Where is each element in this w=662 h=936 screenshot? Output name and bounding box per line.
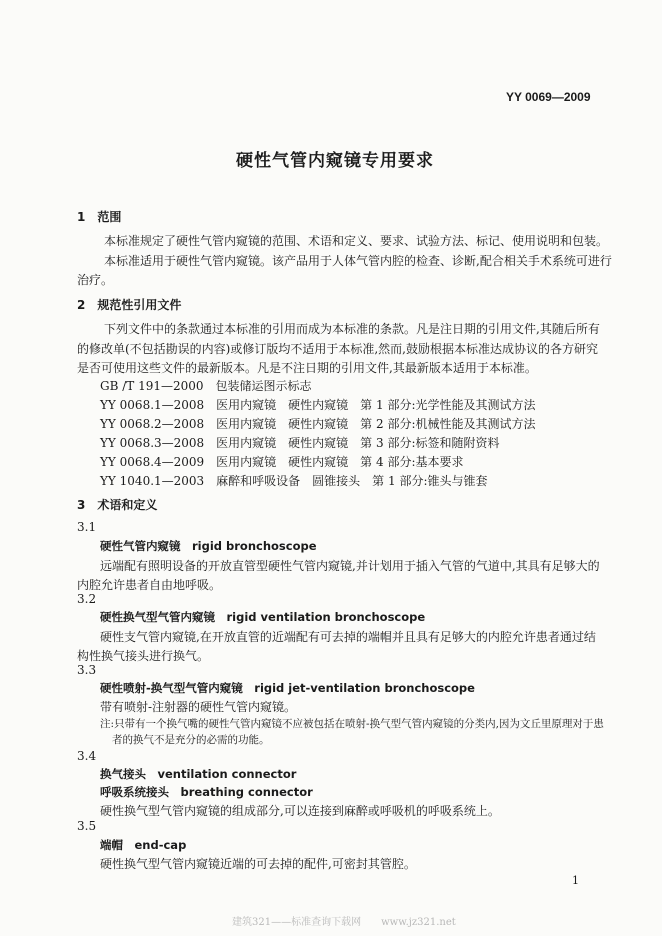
document-title: 硬性气管内窥镜专用要求 [236,151,434,171]
term-number: 3.4 [77,749,97,763]
paragraph: 是否可使用这些文件的最新版本。凡是不注日期的引用文件,其最新版本适用于本标准。 [77,361,537,375]
term-name: 硬性气管内窥镜 rigid bronchoscope [100,539,317,553]
term-number: 3.1 [77,520,97,534]
term-definition: 带有喷射-注射器的硬性气管内窥镜。 [100,700,297,714]
term-note: 注:只带有一个换气嘴的硬性气管内窥镜不应被包括在喷射-换气型气管内窥镜的分类内,因为文丘里原理对于患 [100,718,604,730]
term-definition: 内腔允许患者自由地呼吸。 [77,578,222,592]
term-number: 3.3 [77,663,97,677]
section-heading: 3 术语和定义 [77,498,158,512]
reference-item: YY 0068.3—2008 医用内窥镜 硬性内窥镜 第 3 部分:标签和随附资料 [100,436,500,450]
term-definition: 硬性支气管内窥镜,在开放直管的近端配有可去掉的端帽并且具有足够大的内腔允许患者通过结 [100,630,596,644]
reference-item: YY 0068.4—2009 医用内窥镜 硬性内窥镜 第 4 部分:基本要求 [100,455,464,469]
term-note: 者的换气不是充分的必需的功能。 [112,734,270,746]
paragraph: 本标准适用于硬性气管内窥镜。该产品用于人体气管内腔的检查、诊断,配合相关手术系统可进行 [104,254,612,268]
term-name: 硬性换气型气管内窥镜 rigid ventilation bronchoscope [100,610,426,624]
reference-item: GB /T 191—2000 包装储运图示标志 [100,379,312,393]
term-name-alt: 呼吸系统接头 breathing connector [100,785,313,799]
paragraph: 本标准规定了硬性气管内窥镜的范围、术语和定义、要求、试验方法、标记、使用说明和包装。 [104,234,609,248]
term-definition: 构性换气接头进行换气。 [77,649,210,663]
section-heading: 2 规范性引用文件 [77,298,182,312]
term-definition: 硬性换气型气管内窥镜近端的可去掉的配件,可密封其管腔。 [100,857,416,871]
section-heading: 1 范围 [77,210,122,224]
term-definition: 远端配有照明设备的开放直管型硬性气管内窥镜,并计划用于插入气管的气道中,其具有足够大的 [100,559,600,573]
term-name: 端帽 end-cap [100,838,187,852]
term-definition: 硬性换气型气管内窥镜的组成部分,可以连接到麻醉或呼吸机的呼吸系统上。 [100,804,500,818]
term-number: 3.5 [77,819,97,833]
term-name: 换气接头 ventilation connector [100,767,297,781]
page-number: 1 [572,874,579,887]
standard-code: YY 0069—2009 [506,90,591,104]
paragraph: 治疗。 [77,273,114,287]
reference-item: YY 1040.1—2003 麻醉和呼吸设备 圆锥接头 第 1 部分:锥头与锥套 [100,474,488,488]
term-name: 硬性喷射-换气型气管内窥镜 rigid jet-ventilation bronchoscope [100,681,475,695]
paragraph: 的修改单(不包括勘误的内容)或修订版均不适用于本标准,然而,鼓励根据本标准达成协议的各方研究 [77,342,598,356]
paragraph: 下列文件中的条款通过本标准的引用而成为本标准的条款。凡是注日期的引用文件,其随后所有 [104,322,600,336]
reference-item: YY 0068.1—2008 医用内窥镜 硬性内窥镜 第 1 部分:光学性能及其测试方法 [100,398,536,412]
reference-item: YY 0068.2—2008 医用内窥镜 硬性内窥镜 第 2 部分:机械性能及其测试方法 [100,417,536,431]
watermark: 建筑321——标准查询下载网 www.jz321.net [232,917,456,928]
term-number: 3.2 [77,592,97,606]
